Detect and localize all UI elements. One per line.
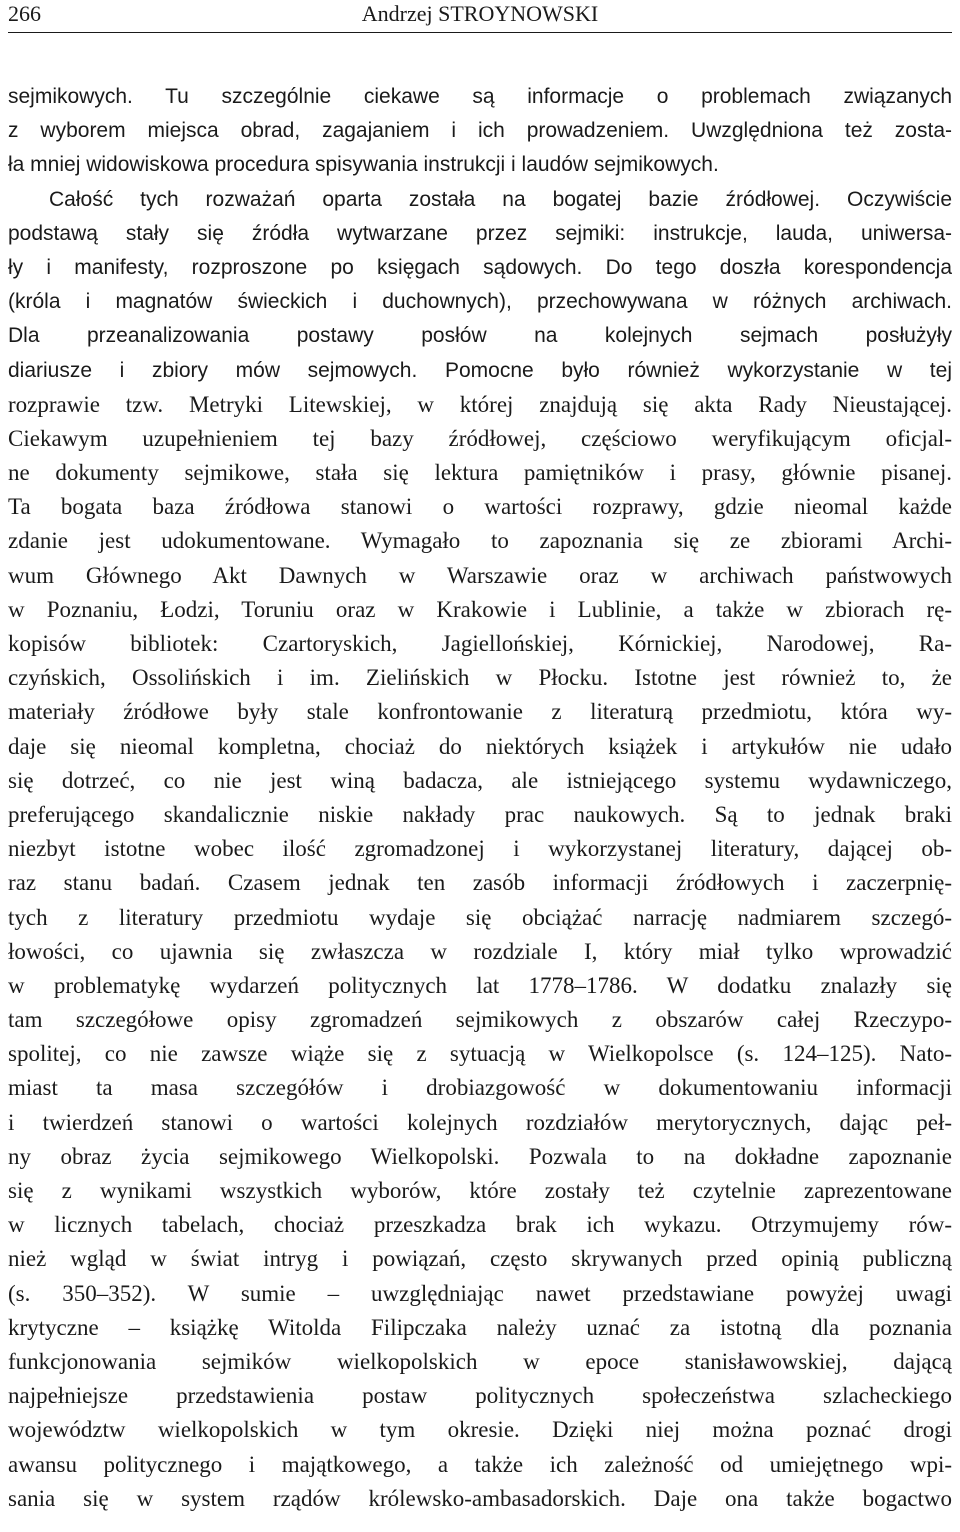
text-line: materiały źródłowe były stale konfrontowanie z literaturą przedmiotu, która wy- — [8, 699, 952, 725]
text-line: łowości, co ujawnia się zwłaszcza w rozdziale I, który miał tylko wprowadzić — [8, 938, 952, 964]
text-line: niezbyt istotne wobec ilość zgromadzonej i wykorzystanej literatury, dającej ob- — [8, 836, 952, 862]
text-line: w problematykę wydarzeń politycznych lat 1778–1786. W dodatku znalazły się — [8, 972, 952, 998]
text-line: Dla przeanalizowania postawy posłów na kolejnych sejmach posłużyły — [8, 324, 952, 348]
text-line: rozprawie tzw. Metryki Litewskiej, w której znajdują się akta Rady Nieustającej. — [8, 391, 952, 417]
text-line: czyńskich, Ossolińskich i im. Zielińskich w Płocku. Istotne jest również to, że — [8, 665, 952, 691]
text-line: Ta bogata baza źródłowa stanowi o wartości rozprawy, gdzie nieomal każde — [8, 494, 952, 520]
text-line: awansu politycznego i majątkowego, a także ich zależność od umiejętnego wpi- — [8, 1451, 952, 1477]
text-line: ny obraz życia sejmikowego Wielkopolski. Pozwala to na dokładne zapoznanie — [8, 1143, 952, 1169]
text-line: się dotrzeć, co nie jest winą badacza, ale istniejącego systemu wydawniczego, — [8, 767, 952, 793]
text-line: raz stanu badań. Czasem jednak ten zasób informacji źródłowych i zaczerpnię- — [8, 870, 952, 896]
text-line: nież wgląd w świat intryg i powiązań, często skrywanych przed opinią publiczną — [8, 1246, 952, 1272]
page-number: 266 — [8, 1, 41, 26]
text-line: sejmikowych. Tu szczególnie ciekawe są informacje o problemach związanych — [8, 85, 952, 108]
running-head — [8, 0, 952, 33]
text-line: najpełniejsze przedstawienia postaw politycznych społeczeństwa szlacheckiego — [8, 1383, 952, 1409]
text-line: w licznych tabelach, chociaż przeszkadza brak ich wykazu. Otrzymujemy rów- — [8, 1212, 952, 1238]
text-line: (króla i magnatów świeckich i duchownych), przechowywana w różnych archiwach. — [8, 290, 952, 314]
text-line: tam szczegółowe opisy zgromadzeń sejmikowych z obszarów całej Rzeczypo- — [8, 1007, 952, 1033]
text-line: miast ta masa szczegółów i drobiazgowość w dokumentowaniu informacji — [8, 1075, 952, 1101]
text-line: województw wielkopolskich w tym okresie. Dzięki niej można poznać drogi — [8, 1417, 952, 1443]
text-line: Ciekawym uzupełnieniem tej bazy źródłowej, częściowo weryfikującym oficjal- — [8, 425, 952, 451]
text-line: tych z literatury przedmiotu wydaje się obciążać narrację nadmiarem szczegó- — [8, 904, 952, 930]
text-line: (s. 350–352). W sumie – uwzględniając nawet przedstawiane powyżej uwagi — [8, 1280, 952, 1306]
text-line: Całość tych rozważań oparta została na bogatej bazie źródłowej. Oczywiście — [49, 187, 952, 211]
running-head-author: Andrzej STROYNOWSKI — [361, 1, 599, 26]
text-line: zdanie jest udokumentowane. Wymagało to zapoznania się ze zbiorami Archi- — [8, 528, 952, 554]
text-line: ła mniej widowiskowa procedura spisywania instrukcji i laudów sejmikowych. — [8, 153, 719, 177]
text-line: diariusze i zbiory mów sejmowych. Pomocne było również wykorzystanie w tej — [8, 358, 952, 382]
text-line: i twierdzeń stanowi o wartości kolejnych rozdziałów merytorycznych, dając peł- — [8, 1109, 952, 1135]
body-text — [8, 80, 952, 1516]
text-line: preferującego skandalicznie niskie nakłady prac naukowych. Są to jednak braki — [8, 801, 952, 827]
text-line: się z wynikami wszystkich wyborów, które zostały też czytelnie zaprezentowane — [8, 1178, 952, 1203]
text-line: krytyczne – książkę Witolda Filipczaka należy uznać za istotną dla poznania — [8, 1314, 952, 1340]
text-line: wum Głównego Akt Dawnych w Warszawie oraz w archiwach państwowych — [8, 562, 952, 588]
text-line: sania się w system rządów królewsko-ambasadorskich. Daje ona także bogactwo — [8, 1485, 952, 1511]
text-line: spolitej, co nie zawsze wiąże się z sytuacją w Wielkopolsce (s. 124–125). Nato- — [8, 1041, 952, 1067]
text-line: kopisów bibliotek: Czartoryskich, Jagiellońskiej, Kórnickiej, Narodowej, Ra- — [8, 631, 952, 656]
text-line: daje się nieomal kompletna, chociaż do niektórych książek i artykułów nie udało — [8, 733, 952, 759]
header-rule — [8, 32, 952, 33]
text-line: podstawą stały się źródła wytwarzane przez sejmiki: instrukcje, lauda, uniwersa- — [8, 221, 952, 245]
text-line: w Poznaniu, Łodzi, Toruniu oraz w Krakowie i Lublinie, a także w zbiorach rę- — [8, 596, 952, 622]
text-line: ły i manifesty, rozproszone po księgach sądowych. Do tego doszła korespondencja — [8, 255, 952, 279]
text-line: funkcjonowania sejmików wielkopolskich w epoce stanisławowskiej, dającą — [8, 1348, 952, 1374]
text-line: ne dokumenty sejmikowe, stała się lektura pamiętników i prasy, głównie pisanej. — [8, 460, 952, 486]
text-line: z wyborem miejsca obrad, zagajaniem i ich prowadzeniem. Uwzględniona też zosta- — [8, 119, 952, 143]
